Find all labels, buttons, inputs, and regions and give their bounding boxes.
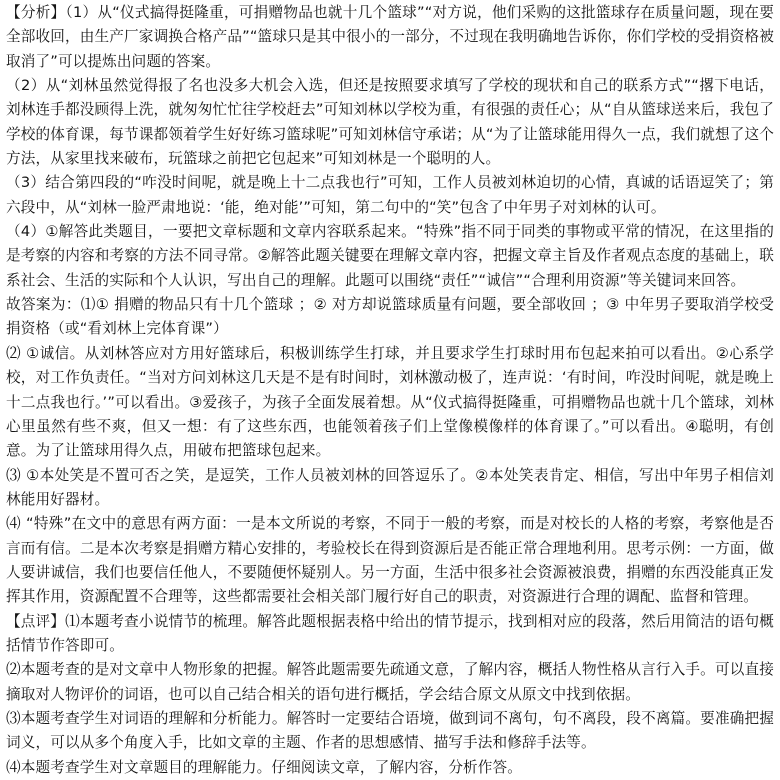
analysis-part-4: （4）①解答此类题目，一要把文章标题和文章内容联系起来。“特殊”指不同于同类的事物或平常的情况，在这里指的是考察的内容和考察的方法不同寻常。②解答此题关键要在理解文章内容，把握文章主旨及作者观点态度的基础上，联系社会、生活的实际和个人认识，写出自己的理解。此题可以围绕“责任”“诚信”“合理利用资源”等关键词来回答。 (6, 223, 774, 289)
comment-part-4: ⑷本题考查学生对文章题目的理解能力。仔细阅读文章，了解内容，分析作答。 (6, 758, 523, 776)
analysis-part-1: 【分析】（1）从“仪式搞得挺隆重，可捐赠物品也就十几个篮球”“对方说，他们采购的这批篮球存在质量问题，现在要全部收回，由生产厂家调换合格产品”“篮球只是其中很小的一部分，不过现在我明确地告诉你，你们学校的受捐资格被取消了”可以提炼出问题的答案。 (6, 4, 774, 70)
answer-part-1: 故答案为：⑴① 捐赠的物品只有十几个篮球 ；② 对方却说篮球质量有问题，要全部收回 ；③ 中年男子要取消学校受捐资格（或“看刘林上完体育课”） (6, 296, 774, 338)
comment-part-2: ⑵本题考查的是对文章中人物形象的把握。解答此题需要先疏通文意，了解内容，概括人物性格从言行入手。可以直接摘取对人物评价的词语，也可以自己结合相关的语句进行概括，学会结合原文从原文中找到依据。 (6, 661, 774, 703)
comment-part-3: ⑶本题考查学生对词语的理解和分析能力。解答时一定要结合语境，做到词不离句，句不离段，段不离篇。要准确把握词义，可以从多个角度入手，比如文章的主题、作者的思想感情、描写手法和修辞手法等。 (6, 709, 774, 752)
answer-part-4: ⑷ “特殊”在文中的意思有两方面：一是本文所说的考察，不同于一般的考察，而是对校长的人格的考察，考察他是否言而有信。二是本次考察是捐赠方精心安排的，考验校长在得到资源后是否能正常合理地利用。思考示例：一方面，做人要讲诚信，我们也要信任他人，不要随便怀疑别人。另一方面，生活中很多社会资源被浪费，捐赠的东西没能真正发挥其作用，资源配置不合理等，这些都需要社会相关部门履行好自己的职责，对资源进行合理的调配、监督和管理。 (6, 515, 774, 606)
analysis-part-3: （3）结合第四段的“咋没时间呢，就是晚上十二点我也行”可知，工作人员被刘林迫切的心情，真诚的话语逗笑了；第六段中，从“刘林一脸严肃地说：‘能，绝对能’”可知，第二句中的“笑”包含了中年男子对刘林的认可。 (6, 174, 774, 216)
answer-part-2: ⑵ ①诚信。从刘林答应对方用好篮球后，积极训练学生打球，并且要求学生打球时用布包起来拍可以看出。②心系学校，对工作负责任。“当对方问刘林这几天是不是有时间时，刘林激动极了，连声说：‘有时间，咋没时间呢，就是晚上十二点我也行。’”可以看出。③爱孩子，为孩子全面发展着想。从“仪式搞得挺隆重，可捐赠物品也就十几个篮球，刘林心里虽然有些不爽，但又一想：有了这些东西，也能领着孩子们上堂像模像样的体育课了。”可以看出。④聪明，有创意。为了让篮球用得久点，用破布把篮球包起来。 (6, 344, 774, 460)
analysis-part-2: （2）从“刘林虽然觉得报了名也没多大机会入选，但还是按照要求填写了学校的现状和自己的联系方式”“撂下电话，刘林连手都没顾得上洗，就匆匆忙忙往学校赶去”可知刘林以学校为重，有很强的责任心；从“自从篮球送来后，我包了学校的体育课，每节课都领着学生好好练习篮球呢”可知刘林信守承诺；从“为了让篮球能用得久一点，我们就想了这个方法，从家里找来破布，玩篮球之前把它包起来”可知刘林是一个聪明的人。 (6, 77, 774, 168)
answer-part-3: ⑶ ①本处笑是不置可否之笑，是逗笑，工作人员被刘林的回答逗乐了。②本处笑表肯定、相信，写出中年男子相信刘林能用好器材。 (6, 466, 774, 508)
comment-part-1: 【点评】⑴本题考查小说情节的梳理。解答此题根据表格中给出的情节提示，找到相对应的段落，然后用简洁的语句概括情节作答即可。 (6, 612, 774, 654)
